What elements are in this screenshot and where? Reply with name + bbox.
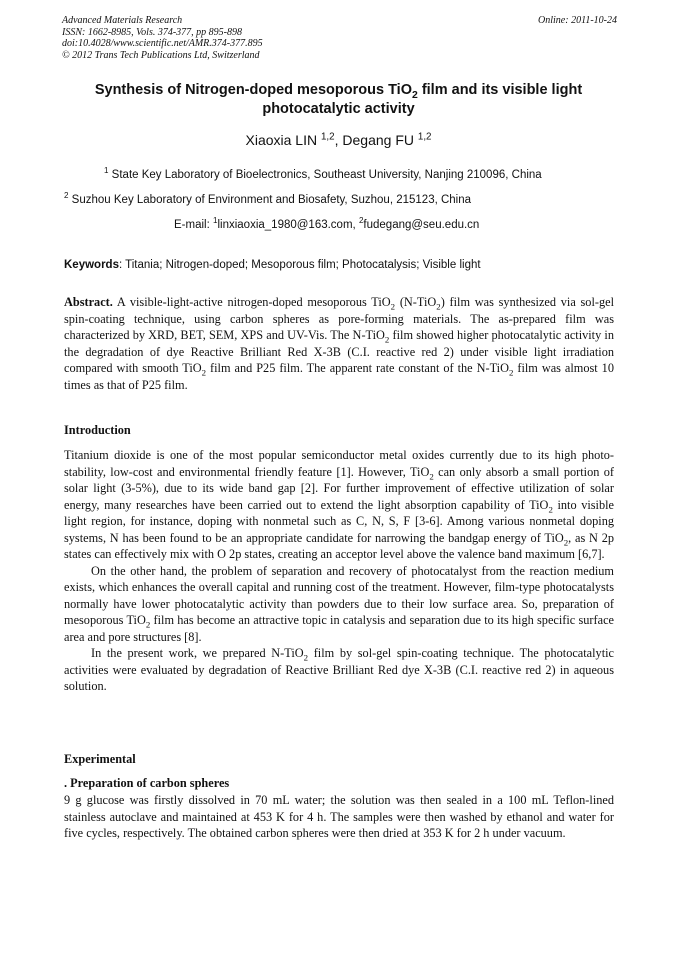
copyright-line: © 2012 Trans Tech Publications Ltd, Switzerland bbox=[62, 49, 260, 61]
doi-line: doi:10.4028/www.scientific.net/AMR.374-377.895 bbox=[62, 38, 263, 49]
author-1-affil: 1,2 bbox=[320, 131, 335, 143]
affiliation-2 bbox=[64, 193, 471, 207]
subscript: 2 bbox=[303, 652, 309, 663]
affiliation-1 bbox=[104, 168, 542, 182]
affiliation-2-text: Suzhou Key Laboratory of Environment and Biosafety, Suzhou, 215123, China bbox=[68, 194, 472, 206]
author-2: Degang FU bbox=[342, 132, 414, 148]
intro-text: In the present work, we prepared N-TiO bbox=[91, 646, 304, 660]
subscript: 2 bbox=[429, 470, 434, 481]
author-1: Xiaoxia LIN bbox=[245, 132, 318, 148]
email-prefix: E-mail: bbox=[174, 219, 213, 231]
intro-text: film by sol-gel spin-coating technique. The photocatalytic activities were evaluated by degradation of Reactive Brilliant Red dye X-3B (C.I. reactive red 2) in aqueous solution. bbox=[64, 646, 614, 693]
issn-line: ISSN: 1662-8985, Vols. 374-377, pp 895-898 bbox=[62, 26, 242, 38]
intro-text: film has become an attractive topic in catalysis and separation due to its high specific surface area and pore structures [8]. bbox=[64, 613, 614, 644]
abstract-text: (N-TiO bbox=[395, 295, 437, 309]
section-heading-introduction: Introduction bbox=[64, 423, 131, 437]
abstract-text: A visible-light-active nitrogen-doped mesoporous TiO bbox=[112, 295, 391, 309]
intro-paragraph-2 bbox=[64, 563, 614, 646]
keywords-text: : Titania; Nitrogen-doped; Mesoporous film; Photocatalysis; Visible light bbox=[118, 259, 481, 271]
intro-text: Titanium dioxide is one of the most popular semiconductor metal oxides currently due to its high photo-stability, low-cost and environmental friendly feature [1]. However, TiO bbox=[64, 448, 614, 479]
intro-text: , as N 2p states can effectively mix with O 2p states, creating an acceptor level above the valence band maximum [6,7]. bbox=[64, 530, 615, 561]
subscript: 2 bbox=[436, 301, 441, 312]
title-subscript: 2 bbox=[411, 89, 418, 101]
author-list bbox=[62, 131, 615, 149]
title-text-2: film and its visible light photocatalytic activity bbox=[262, 82, 583, 117]
subscript: 2 bbox=[390, 301, 396, 312]
introduction-body bbox=[64, 447, 614, 695]
intro-text: can only absorb a small portion of solar light (3-5%), due to its wide band gap [2]. For further improvement of effective utilization of solar energy, many researches have been carried out to extend the light absorption capability of TiO bbox=[64, 464, 614, 512]
keywords-label: Keywords bbox=[64, 259, 119, 271]
online-date: Online: 2011-10-24 bbox=[538, 15, 617, 26]
section-heading-experimental: Experimental bbox=[64, 752, 136, 766]
email-line bbox=[174, 218, 479, 232]
intro-text: into visible light region, for instance, doping with nonmetal such as C, N, S, F [3-6]. Among various nonmetal doping systems, N has been found to be an appropriate candidate for narrowing the bandgap energy of TiO bbox=[64, 497, 614, 545]
experimental-body: 9 g glucose was firstly dissolved in 70 mL water; the solution was then sealed in a 100 mL Teflon-lined stainless autoclave and maintained at 453 K for 4 h. The samples were then washed by ethanol and water for five cycles, respectively. The obtained carbon spheres were then dried at 353 K for 2 h under vacuum. bbox=[64, 793, 614, 840]
subscript: 2 bbox=[508, 367, 514, 378]
intro-text: On the other hand, the problem of separation and recovery of photocatalyst from the reaction medium exists, which enhances the overall capital and running cost of the treatment. However, film-type photocatalysts normally have lower photocatalytic activity than powders due to their low surface area. So, preparation of mesoporous TiO bbox=[64, 563, 614, 627]
abstract bbox=[64, 294, 614, 393]
affiliation-2-mark: 2 bbox=[64, 191, 69, 201]
affiliation-1-text: State Key Laboratory of Bioelectronics, Southeast University, Nanjing 210096, China bbox=[108, 169, 542, 181]
abstract-text: film showed higher photocatalytic activity in the degradation of dye Reactive Brilliant Red X-3B (C.I. reactive red 2) under visible light irradiation compared with smooth TiO bbox=[64, 328, 614, 375]
subsection-heading-carbon-spheres: . Preparation of carbon spheres bbox=[64, 776, 230, 790]
intro-paragraph-1 bbox=[64, 447, 614, 563]
running-header bbox=[62, 15, 617, 61]
paper-title bbox=[62, 81, 615, 119]
abstract-text: ) film was synthesized via sol-gel spin-coating technique, using carbon spheres as pore-forming materials. The as-prepared film was characterized by XRD, BET, SEM, XPS and UV-Vis. The N-TiO bbox=[64, 295, 614, 342]
affiliation-1-mark: 1 bbox=[104, 166, 109, 176]
email-link-2[interactable]: fudegang@seu.edu.cn bbox=[363, 219, 480, 231]
journal-name: Advanced Materials Research bbox=[62, 15, 183, 26]
email-link-1[interactable]: linxiaoxia_1980@163.com, bbox=[217, 219, 359, 231]
subscript: 2 bbox=[145, 619, 151, 630]
author-2-affil: 1,2 bbox=[417, 131, 432, 143]
abstract-text: film was almost 10 times as that of P25 film. bbox=[64, 361, 614, 392]
subscript: 2 bbox=[563, 536, 569, 547]
abstract-text: film and P25 film. The apparent rate constant of the N-TiO bbox=[206, 361, 509, 375]
subscript: 2 bbox=[548, 503, 553, 514]
abstract-label: Abstract. bbox=[64, 295, 113, 309]
intro-paragraph-3 bbox=[64, 645, 614, 695]
author-separator: , bbox=[334, 132, 343, 148]
email-2-mark: 2 bbox=[358, 216, 364, 226]
email-1-mark: 1 bbox=[212, 216, 218, 226]
subscript: 2 bbox=[384, 334, 390, 345]
title-text-1: Synthesis of Nitrogen-doped mesoporous TiO bbox=[94, 82, 412, 98]
subscript: 2 bbox=[201, 367, 207, 378]
keywords bbox=[64, 258, 481, 272]
